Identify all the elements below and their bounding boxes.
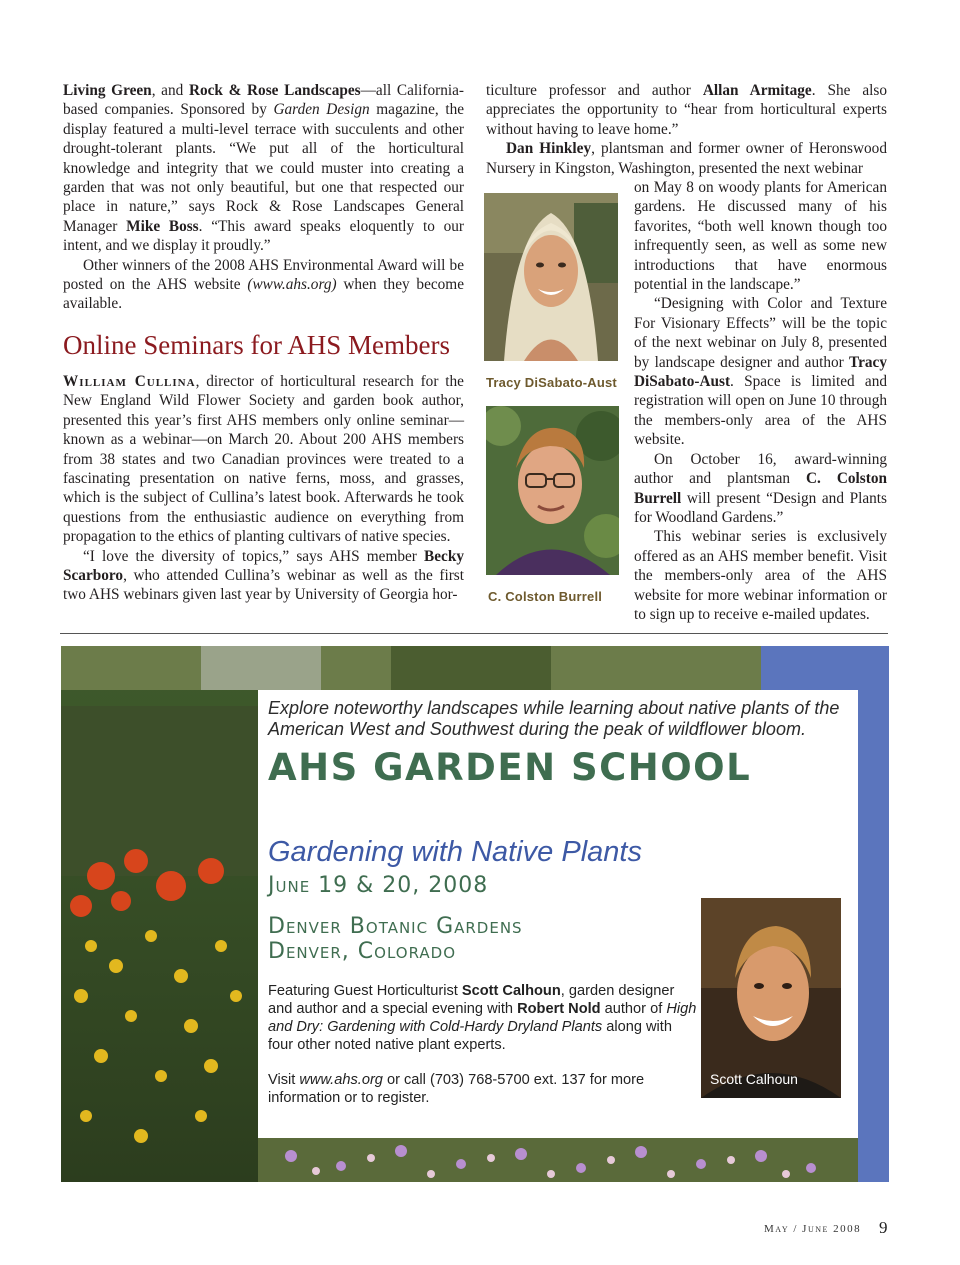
text-run: . She also appreciates the opportunity to “hear from horticultural experts without having to leave home.” [486,82,887,138]
portrait-woman-image [484,193,618,361]
paragraph-awards [63,81,464,256]
photo-colston-burrell [486,406,619,575]
folio-issue-date: May / June 2008 [764,1223,862,1235]
text-run: along with four other noted native plant experts. [268,1019,672,1053]
text-run: magazine, the display featured a multi-level terrace with succulents and other drought-tolerant plants. “We put all of the horticultural knowledge and integrity that we could muster into creating a garden that was not only beautiful, but one that respected our place in nature,” says Rock & Rose Landscapes General Manager [63,101,465,235]
section-heading: Online Seminars for AHS Members [63,330,450,360]
bold-allan-armitage: Allan Armitage [702,82,812,99]
website-link[interactable]: (www.ahs.org) [247,276,337,294]
ad-venue [268,914,688,964]
photo-scott-calhoun [701,898,841,1098]
paragraph-cullina [63,372,464,547]
caption-burrell: C. Colston Burrell [488,589,603,604]
ad-venue-line2: Denver, Colorado [268,939,457,964]
text-run: when they become available. [63,276,464,313]
text-run: , who attended Cullina’s webinar as well as the first two AHS webinars given last year by University of Georgia hor- [63,567,464,604]
bold-mike-boss: Mike Boss [126,217,199,235]
text-run: , garden designer and author and a special evening with [268,983,675,1017]
article-column-left-lower [63,372,464,605]
ad-tagline: Explore noteworthy landscapes while learning about native plants of the American West and Southwest during the peak of wildflower bloom. [268,698,840,739]
article-column-left [63,81,464,314]
bold-dan-hinkley: Dan Hinkley [506,140,592,158]
page-number: 9 [879,1218,888,1237]
ad-title: AHS GARDEN SCHOOL [268,746,752,789]
bold-colston-burrell: C. Colston Burrell [634,470,888,507]
photo-tracy-disabato-aust [484,193,618,361]
italic-book-title: High and Dry: Gardening with Cold-Hardy Dryland Plants [268,1001,697,1035]
caption-tracy: Tracy DiSabato-Aust [486,375,617,390]
byline-william-cullina: William Cullina [63,373,196,390]
bold-tracy-disabato-aust: Tracy DiSabato-Aust [634,353,887,391]
bold-scott-calhoun: Scott Calhoun [461,983,561,999]
text-run: ticulture professor and author [486,82,703,99]
paragraph-tracy [634,294,887,449]
text-run: , and [151,82,189,99]
ad-website-link[interactable]: www.ahs.org [299,1072,383,1088]
text-run: or call (703) 768-5700 ext. 137 for more information or to register. [268,1072,645,1106]
garden-school-advertisement [61,646,889,1182]
paragraph-scarboro [63,547,464,605]
ad-featuring [268,982,698,1054]
text-run: Featuring Guest Horticulturist [268,983,462,999]
article-column-right-side [634,178,887,624]
text-run: Visit [268,1072,300,1088]
ad-venue-line1: Denver Botanic Gardens [268,914,523,939]
paragraph-hinkley-cont: on May 8 on woody plants for American gardens. He discussed many of his favorites, “both well known though too infrequently seen, as well as some new introductions that have enormous potential in the landscape.” [634,179,887,294]
text-run: , plantsman and former owner of Heronswood Nursery in Kingston, Washington, presented the next webinar [486,140,887,177]
italic-garden-design: Garden Design [273,101,370,119]
ad-photo-caption: Scott Calhoun [710,1071,798,1087]
text-run: , director of horticultural research for the New England Wild Flower Society and garden book author, presented this year’s first AHS members only online seminar—known as a webinar—on March 20. About 200 AHS members from 38 states and two Canadian provinces were treated to a fascinating presentation on native ferns, moss, and grasses, which is the subject of Cullina’s latest book. Afterwards he took questions from the enthusiastic audience on everything from propagation to the ethics of planting cultivars of native species. [63,373,464,546]
bold-rock-rose: Rock & Rose Landscapes [188,82,361,99]
text-run: “Designing with Color and Texture For Visionary Effects” will be the topic of the next webinar on July 8, presented by landscape designer and author [634,295,887,371]
ad-subtitle: Gardening with Native Plants [268,836,642,868]
portrait-man-image [486,406,619,575]
paragraph-benefit: This webinar series is exclusively offered as an AHS member benefit. Visit the members-only area of the AHS website for more webinar information or to sign up to receive e-mailed updates. [634,528,887,623]
text-run: —all California-based companies. Sponsored by [63,82,464,119]
ad-text-card [258,690,858,1138]
text-run: author of [600,1001,667,1017]
paragraph-other-winners [63,256,464,314]
portrait-scott-image [701,898,841,1098]
text-run: Other winners of the 2008 AHS Environmental Award will be posted on the AHS website [63,256,464,294]
article-column-right-top [486,81,887,178]
bold-robert-nold: Robert Nold [517,1001,601,1017]
bold-becky-scarboro: Becky Scarboro [63,547,464,585]
text-run: . “This award speaks eloquently to our intent, and we display it proudly.” [63,217,464,255]
paragraph-burrell [634,450,887,528]
ad-dates: June 19 & 20, 2008 [268,873,489,898]
paragraph-armitage [486,81,887,139]
text-run: . Space is limited and registration will open on June 10 through the members-only area of the AHS website. [634,373,887,449]
bold-living-green: Living Green [63,82,152,99]
text-run: “I love the diversity of topics,” says AHS member [83,547,425,565]
text-run: will present “Design and Plants for Woodland Gardens.” [634,489,887,526]
ad-visit [268,1071,698,1107]
text-run: On October 16, award-winning author and plantsman [634,450,887,488]
section-divider [60,633,888,634]
paragraph-hinkley [486,139,887,178]
